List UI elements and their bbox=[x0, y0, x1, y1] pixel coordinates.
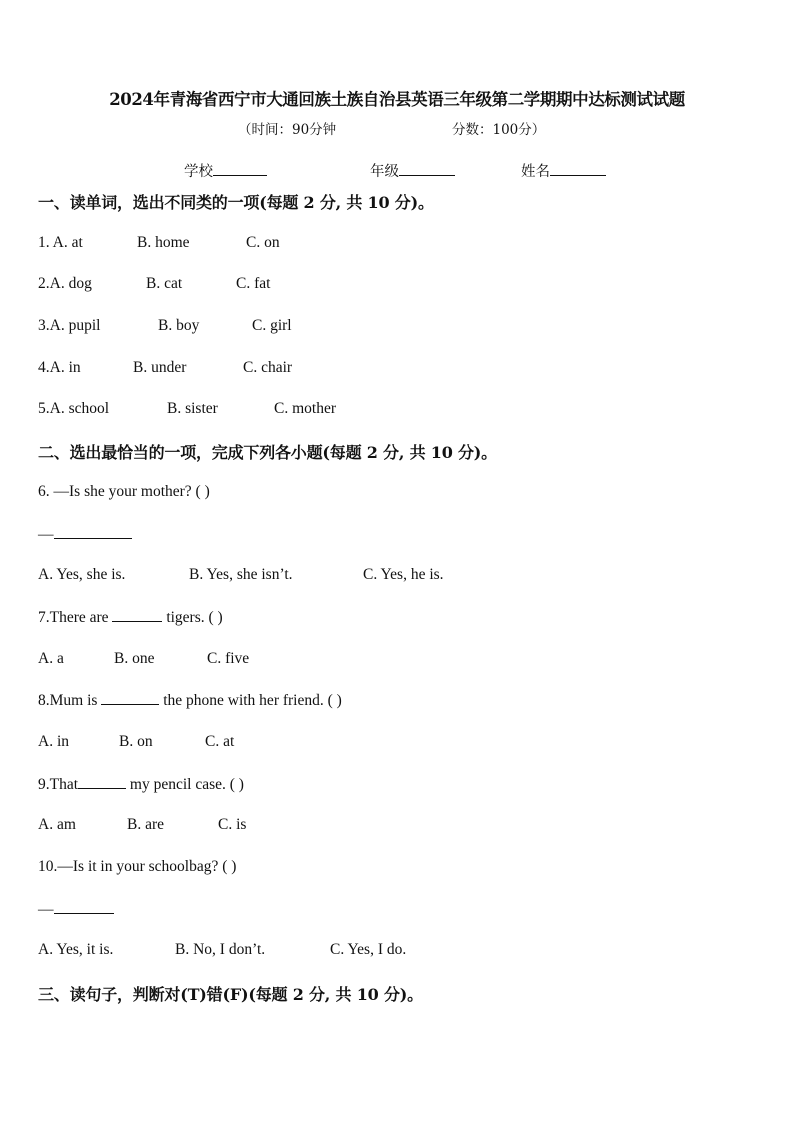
answer-blank[interactable] bbox=[54, 525, 132, 539]
option-c: C. Yes, he is. bbox=[363, 566, 444, 583]
section-2-heading: 二、选出最恰当的一项，完成下列各小题(每题 2 分, 共 10 分)。 bbox=[38, 443, 497, 462]
option-b: B. under bbox=[133, 359, 187, 376]
answer-blank[interactable] bbox=[112, 608, 162, 622]
question-5 bbox=[38, 400, 336, 418]
option-b: B. cat bbox=[146, 275, 183, 292]
question-4 bbox=[38, 359, 293, 377]
option-b: B. home bbox=[137, 234, 190, 251]
section-1-heading: 一、读单词，选出不同类的一项(每题 2 分, 共 10 分)。 bbox=[38, 193, 434, 212]
option-c: C. is bbox=[218, 816, 247, 833]
section-3-heading: 三、读句子，判断对(T)错(F)(每题 2 分, 共 10 分)。 bbox=[38, 985, 423, 1004]
option-b: B. one bbox=[114, 650, 155, 667]
option-a: A. Yes, it is. bbox=[38, 941, 114, 958]
name-label: 姓名 bbox=[521, 164, 550, 180]
question-6-answer-line bbox=[38, 525, 132, 544]
option-a: A. at bbox=[52, 234, 83, 251]
question-number: 5. bbox=[38, 400, 50, 417]
question-9 bbox=[38, 775, 244, 794]
question-text-post: tigers. ( ) bbox=[162, 609, 223, 626]
question-10-options bbox=[38, 941, 407, 959]
answer-blank[interactable] bbox=[101, 691, 159, 705]
option-a: A. dog bbox=[49, 275, 92, 292]
option-b: B. on bbox=[119, 733, 153, 750]
option-c: C. mother bbox=[274, 400, 336, 417]
grade-blank[interactable] bbox=[399, 161, 455, 176]
answer-blank[interactable] bbox=[54, 900, 114, 914]
option-c: C. at bbox=[205, 733, 235, 750]
question-text-post: the phone with her friend. ( ) bbox=[159, 692, 342, 709]
exam-score: 分数：100分） bbox=[452, 122, 546, 138]
school-field bbox=[184, 160, 267, 181]
option-c: C. girl bbox=[252, 317, 292, 334]
question-2 bbox=[38, 275, 271, 293]
answer-dash: — bbox=[38, 901, 54, 918]
name-field bbox=[521, 160, 606, 181]
option-a: A. Yes, she is. bbox=[38, 566, 126, 583]
question-number: 2. bbox=[38, 275, 50, 292]
question-8-options bbox=[38, 733, 235, 751]
question-7 bbox=[38, 608, 223, 627]
option-c: C. chair bbox=[243, 359, 293, 376]
answer-blank[interactable] bbox=[78, 775, 126, 789]
question-8 bbox=[38, 691, 342, 710]
option-b: B. No, I don’t. bbox=[175, 941, 266, 958]
option-a: A. school bbox=[49, 400, 110, 417]
option-b: B. are bbox=[127, 816, 165, 833]
question-10: 10.—Is it in your schoolbag? ( ) bbox=[38, 858, 237, 875]
option-c: C. fat bbox=[236, 275, 271, 292]
question-number: 3. bbox=[38, 317, 50, 334]
answer-dash: — bbox=[38, 526, 54, 543]
grade-field bbox=[370, 160, 455, 181]
question-1 bbox=[38, 234, 280, 252]
option-a: A. a bbox=[38, 650, 64, 667]
question-text-pre: 9.That bbox=[38, 776, 79, 793]
option-a: A. am bbox=[38, 816, 76, 833]
question-6: 6. —Is she your mother? ( ) bbox=[38, 483, 210, 500]
option-c: C. on bbox=[246, 234, 280, 251]
grade-label: 年级 bbox=[370, 164, 399, 180]
option-a: A. in bbox=[49, 359, 81, 376]
school-label: 学校 bbox=[184, 164, 213, 180]
question-number: 1. bbox=[38, 234, 53, 251]
question-3 bbox=[38, 317, 292, 335]
option-c: C. Yes, I do. bbox=[330, 941, 407, 958]
page-title: 2024年青海省西宁市大通回族土族自治县英语三年级第二学期期中达标测试试题 bbox=[109, 90, 685, 109]
school-blank[interactable] bbox=[213, 161, 267, 176]
question-6-options bbox=[38, 566, 444, 584]
option-b: B. boy bbox=[158, 317, 200, 334]
question-text-post: my pencil case. ( ) bbox=[126, 776, 244, 793]
question-7-options bbox=[38, 650, 250, 668]
option-a: A. in bbox=[38, 733, 69, 750]
option-b: B. sister bbox=[167, 400, 218, 417]
option-c: C. five bbox=[207, 650, 250, 667]
question-10-answer-line bbox=[38, 900, 114, 919]
question-text-pre: 8.Mum is bbox=[38, 692, 102, 709]
question-9-options bbox=[38, 816, 247, 834]
name-blank[interactable] bbox=[550, 161, 606, 176]
exam-time: （时间：90分钟 bbox=[238, 122, 337, 138]
option-b: B. Yes, she isn’t. bbox=[189, 566, 293, 583]
question-text-pre: 7.There are bbox=[38, 609, 113, 626]
question-number: 4. bbox=[38, 359, 50, 376]
option-a: A. pupil bbox=[49, 317, 101, 334]
